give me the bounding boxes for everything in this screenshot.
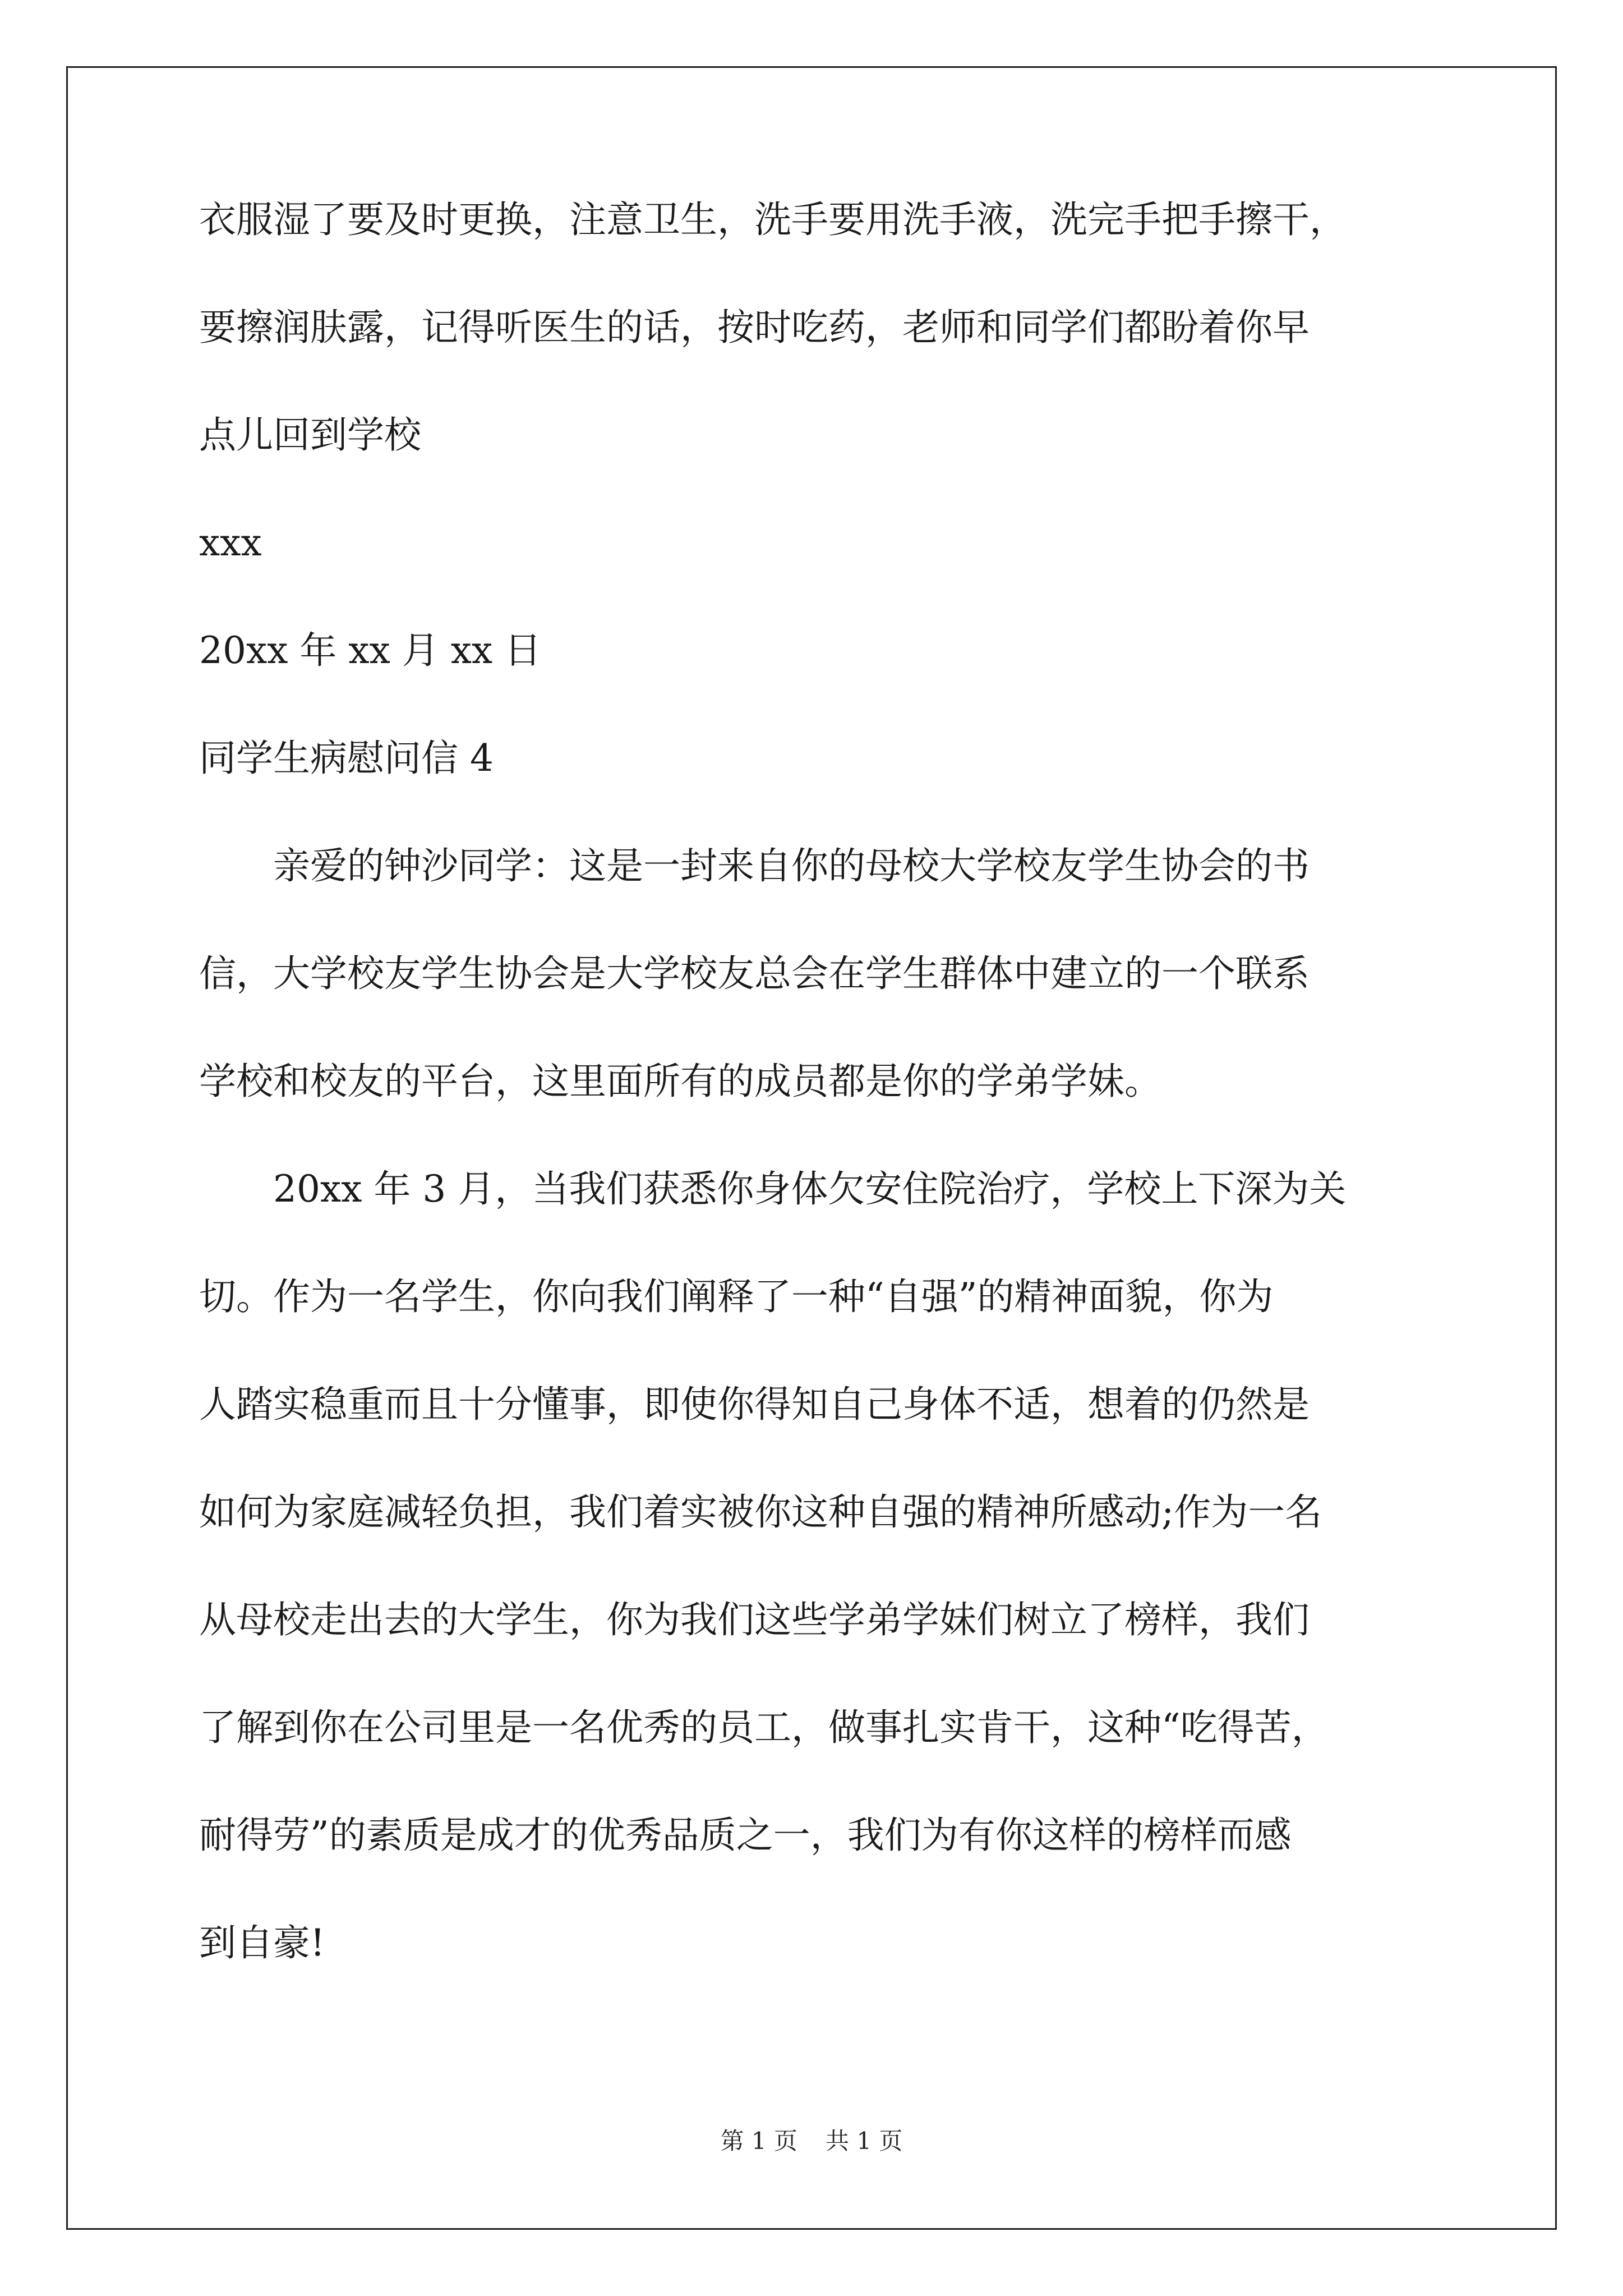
page-total: 共 1 页 bbox=[826, 2127, 903, 2155]
text-line: 衣服湿了要及时更换，注意卫生，洗手要用洗手液，洗完手把手擦干， bbox=[199, 198, 1347, 241]
signature-name: xxx bbox=[199, 521, 262, 564]
text-line: 点儿回到学校 bbox=[199, 413, 421, 457]
text-line: 切。作为一名学生，你向我们阐释了一种“自强”的精神面貌，你为 bbox=[199, 1275, 1274, 1318]
page-number: 第 1 页 bbox=[720, 2127, 797, 2155]
text-line: 亲爱的钟沙同学：这是一封来自你的母校大学校友学生协会的书 bbox=[273, 844, 1310, 887]
text-line: 如何为家庭减轻负担，我们着实被你这种自强的精神所感动;作为一名 bbox=[199, 1490, 1322, 1534]
letter-date: 20xx 年 xx 月 xx 日 bbox=[199, 629, 542, 672]
text-line: 从母校走出去的大学生，你为我们这些学弟学妹们树立了榜样，我们 bbox=[199, 1598, 1310, 1641]
text-line: 学校和校友的平台，这里面所有的成员都是你的学弟学妹。 bbox=[199, 1060, 1161, 1103]
text-line: 信，大学校友学生协会是大学校友总会在学生群体中建立的一个联系 bbox=[199, 952, 1310, 995]
text-line: 人踏实稳重而且十分懂事，即使你得知自己身体不适，想着的仍然是 bbox=[199, 1383, 1310, 1426]
text-line: 了解到你在公司里是一名优秀的员工，做事扎实肯干，这种“吃得苦， bbox=[199, 1706, 1329, 1749]
section-title: 同学生病慰问信 4 bbox=[199, 737, 494, 780]
page-footer bbox=[0, 2123, 1623, 2156]
text-line: 要擦润肤露，记得听医生的话，按时吃药，老师和同学们都盼着你早 bbox=[199, 306, 1310, 349]
text-line: 到自豪! bbox=[199, 1921, 325, 1964]
text-line: 耐得劳”的素质是成才的优秀品质之一，我们为有你这样的榜样而感 bbox=[199, 1814, 1292, 1857]
page-border bbox=[66, 66, 1557, 2230]
text-line: 20xx 年 3 月，当我们获悉你身体欠安住院治疗，学校上下深为关 bbox=[273, 1167, 1347, 1211]
